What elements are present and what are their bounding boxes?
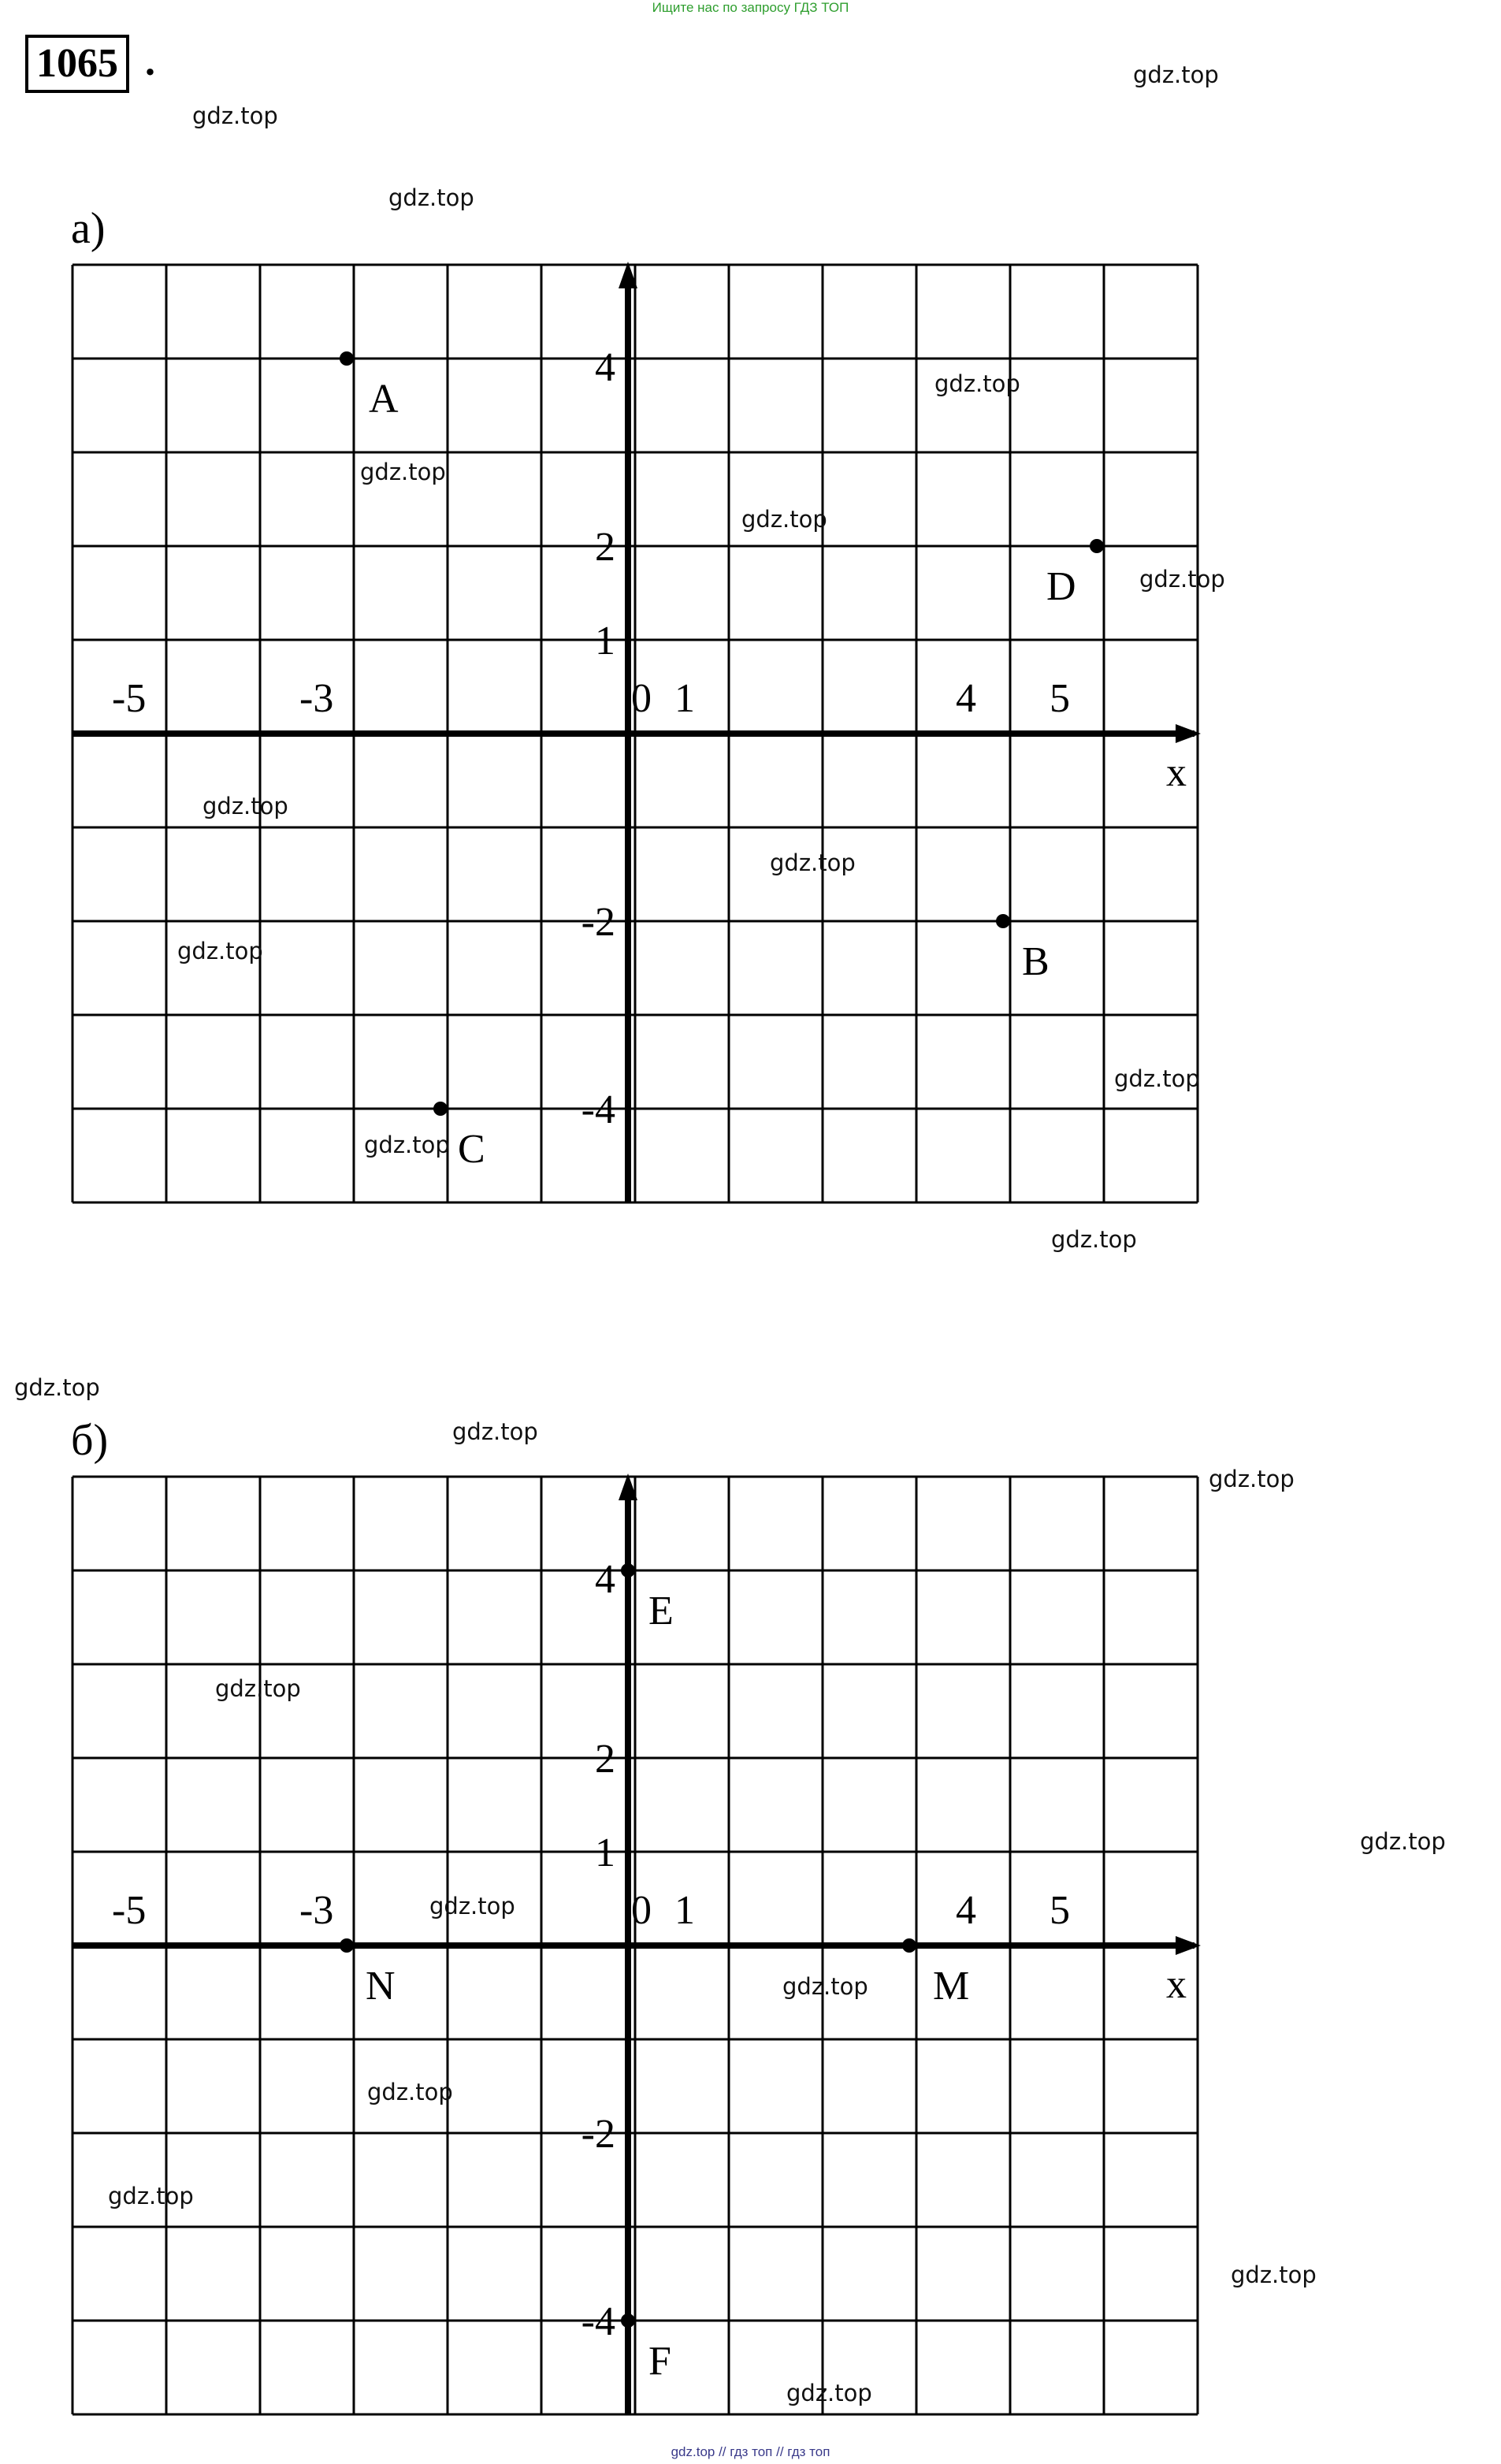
x-tick-label: 0: [631, 1888, 652, 1933]
watermark: gdz.top: [215, 1675, 301, 1702]
y-tick-label: 4: [595, 345, 615, 390]
point-label-b: B: [1022, 939, 1050, 984]
x-tick-label: 1: [674, 676, 695, 721]
point-label-n: N: [366, 1964, 396, 2009]
watermark: gdz.top: [934, 370, 1020, 397]
problem-number-dot: .: [145, 39, 155, 84]
x-tick-label: 4: [956, 1888, 976, 1933]
watermark: gdz.top: [1209, 1466, 1295, 1492]
watermark: gdz.top: [367, 2079, 453, 2105]
y-tick-label: 4: [595, 1557, 615, 1602]
y-tick-label: 2: [595, 525, 615, 570]
watermark: gdz.top: [364, 1132, 450, 1158]
x-tick-label: 5: [1050, 1888, 1070, 1933]
x-tick-label: -3: [299, 1888, 334, 1933]
point-label-m: M: [933, 1964, 970, 2009]
watermark: gdz.top: [202, 793, 288, 819]
x-tick-label: 5: [1050, 676, 1070, 721]
point-label-c: C: [458, 1127, 485, 1172]
watermark: gdz.top: [192, 102, 278, 129]
watermark: gdz.top: [1139, 566, 1225, 593]
y-tick-label: 2: [595, 1737, 615, 1782]
point-f: [621, 2313, 635, 2328]
x-axis-label: x: [1166, 750, 1187, 795]
point-label-e: E: [648, 1589, 674, 1633]
y-tick-label: -2: [581, 2112, 615, 2157]
point-label-d: D: [1046, 564, 1076, 609]
y-tick-label: 1: [595, 1830, 615, 1875]
x-tick-label: 4: [956, 676, 976, 721]
y-tick-label: -4: [581, 2299, 615, 2344]
point-m: [902, 1938, 916, 1953]
x-tick-label: -5: [112, 1888, 147, 1933]
watermark: gdz.top: [770, 849, 856, 876]
watermark: gdz.top: [388, 184, 474, 211]
watermark: gdz.top: [177, 938, 263, 964]
graph-b-label: б): [71, 1416, 109, 1465]
top-banner: Ищите нас по запросу ГДЗ ТОП: [652, 0, 849, 15]
x-tick-label: -3: [299, 676, 334, 721]
x-tick-label: -5: [112, 676, 147, 721]
watermark: gdz.top: [14, 1374, 100, 1401]
y-tick-label: -2: [581, 900, 615, 945]
watermark: gdz.top: [1360, 1828, 1446, 1855]
watermark: gdz.top: [360, 459, 446, 485]
x-axis-label: x: [1166, 1962, 1187, 2007]
bottom-banner: gdz.top // гдз топ // гдз топ: [671, 2444, 830, 2459]
watermark: gdz.top: [429, 1893, 515, 1920]
watermark: gdz.top: [1231, 2261, 1317, 2288]
y-tick-label: 1: [595, 619, 615, 663]
problem-number: 1065: [25, 35, 129, 93]
point-e: [621, 1563, 635, 1578]
point-label-f: F: [648, 2339, 671, 2384]
x-tick-label: 1: [674, 1888, 695, 1933]
watermark: gdz.top: [782, 1973, 868, 2000]
watermark: gdz.top: [786, 2380, 872, 2406]
watermark: gdz.top: [108, 2183, 194, 2209]
x-tick-label: 0: [631, 676, 652, 721]
point-label-a: A: [369, 377, 399, 422]
watermark: gdz.top: [452, 1418, 538, 1445]
watermark: gdz.top: [1051, 1226, 1137, 1253]
watermark: gdz.top: [1133, 61, 1219, 88]
watermark: gdz.top: [741, 506, 827, 533]
point-n: [340, 1938, 354, 1953]
y-tick-label: -4: [581, 1087, 615, 1132]
watermark: gdz.top: [1114, 1065, 1200, 1092]
graph-a-label: а): [71, 204, 106, 253]
